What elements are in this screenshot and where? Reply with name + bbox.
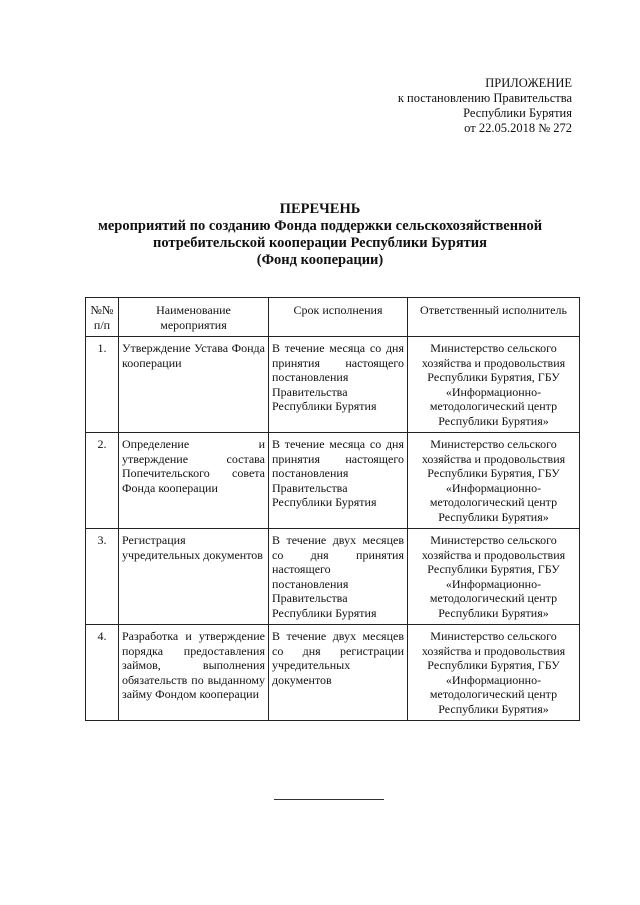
- appendix-label: ПРИЛОЖЕНИЕ: [485, 76, 572, 90]
- row-event: Утверждение Устава Фонда кооперации: [119, 337, 269, 433]
- row-term: В течение двух месяцев со дня регистрации учредительных документов: [269, 625, 408, 721]
- row-executor: Министерство сельского хозяйства и продовольствия Республики Бурятия, ГБУ «Информационно-методологический центр Республики Бурятия»: [408, 337, 580, 433]
- appendix-ref-line: Республики Бурятия: [463, 106, 572, 120]
- title-subline: (Фонд кооперации): [256, 252, 384, 268]
- row-executor: Министерство сельского хозяйства и продовольствия Республики Бурятия, ГБУ «Информационно-методологический центр Республики Бурятия»: [408, 433, 580, 529]
- table-row: [86, 529, 580, 625]
- closing-divider: [274, 799, 384, 800]
- row-number: 2.: [86, 433, 119, 529]
- row-term: В течение месяца со дня принятия настоящего постановления Правительства Республики Бурятия: [269, 337, 408, 433]
- events-table: [85, 297, 580, 721]
- header-event: Наименование мероприятия: [119, 298, 269, 337]
- title-heading: ПЕРЕЧЕНЬ: [279, 201, 361, 217]
- document-title: [60, 201, 580, 269]
- row-number: 4.: [86, 625, 119, 721]
- row-executor: Министерство сельского хозяйства и продовольствия Республики Бурятия, ГБУ «Информационно-методологический центр Республики Бурятия»: [408, 529, 580, 625]
- row-executor: Министерство сельского хозяйства и продовольствия Республики Бурятия, ГБУ «Информационно-методологический центр Республики Бурятия»: [408, 625, 580, 721]
- header-executor: Ответственный исполнитель: [408, 298, 580, 337]
- row-number: 3.: [86, 529, 119, 625]
- table-row: [86, 625, 580, 721]
- title-subline: мероприятий по созданию Фонда поддержки сельскохозяйственной: [97, 218, 543, 234]
- row-event: Разработка и утверждение порядка предоставления займов, выполнения обязательств по выданному займу Фондом кооперации: [119, 625, 269, 721]
- table-row: [86, 337, 580, 433]
- row-event: Регистрация учредительных документов: [119, 529, 269, 625]
- header-number: №№ п/п: [86, 298, 119, 337]
- appendix-ref-line: к постановлению Правительства: [397, 91, 572, 105]
- title-subline: потребительской кооперации Республики Бурятия: [152, 235, 487, 251]
- header-term: Срок исполнения: [269, 298, 408, 337]
- row-term: В течение двух месяцев со дня принятия настоящего постановления Правительства Республики Бурятия: [269, 529, 408, 625]
- table-row: [86, 433, 580, 529]
- table-header-row: [86, 298, 580, 337]
- appendix-date-number: от 22.05.2018 № 272: [464, 121, 572, 135]
- appendix-header: [380, 76, 572, 136]
- row-event: Определение и утверждение состава Попечительского совета Фонда кооперации: [119, 433, 269, 529]
- row-term: В течение месяца со дня принятия настоящего постановления Правительства Республики Бурятия: [269, 433, 408, 529]
- row-number: 1.: [86, 337, 119, 433]
